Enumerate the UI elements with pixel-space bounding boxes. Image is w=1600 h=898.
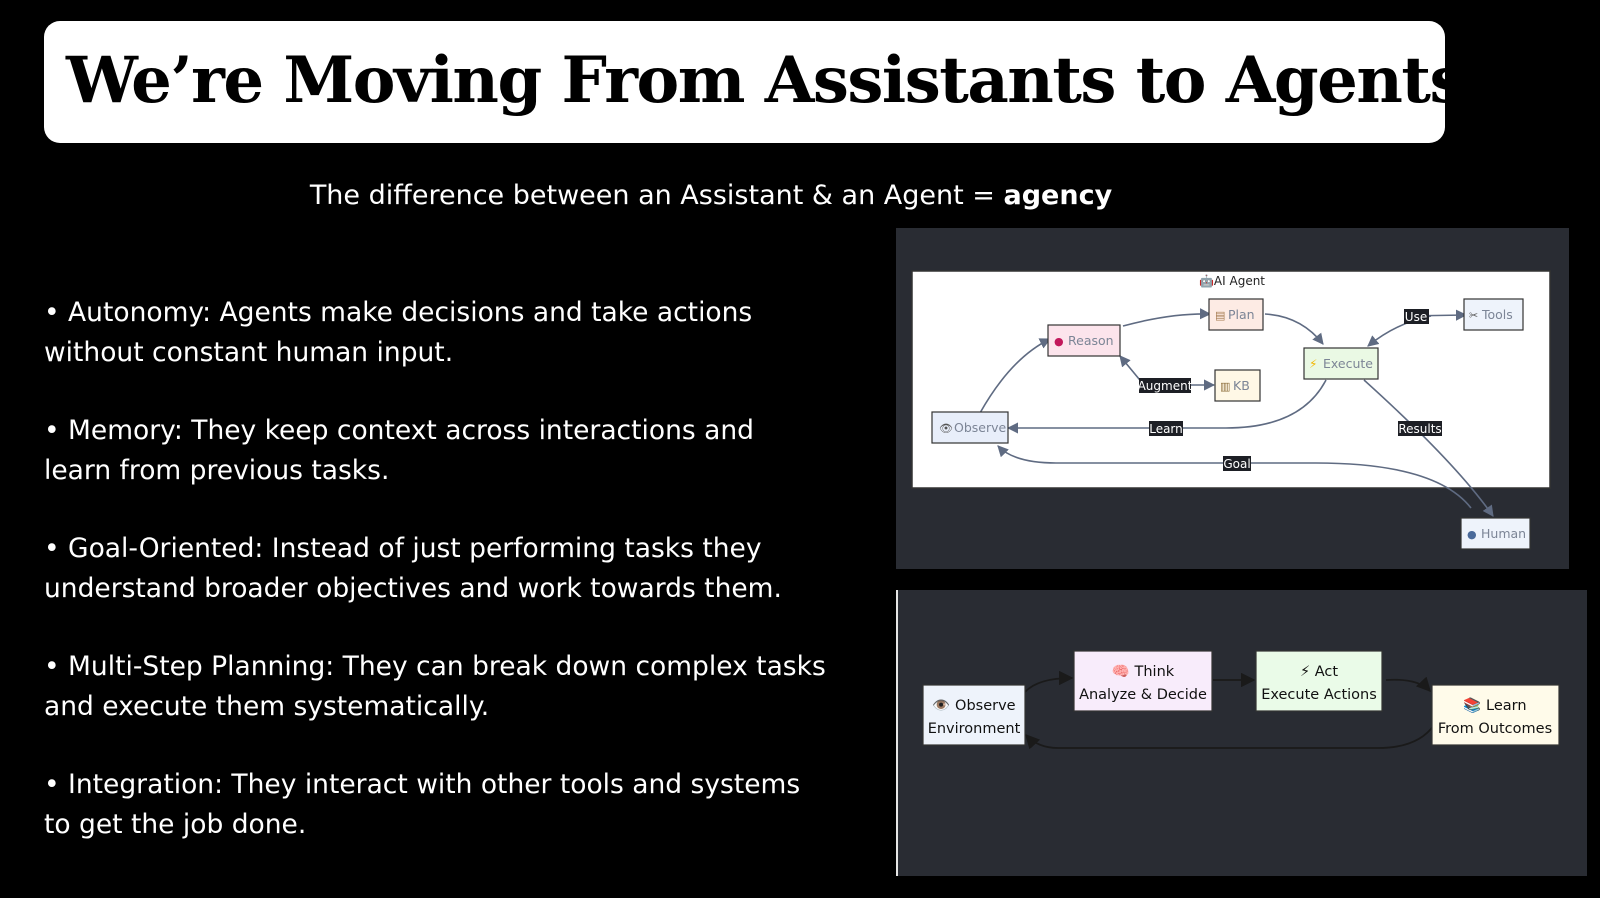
edge-observe-think <box>1025 678 1072 692</box>
person-icon: ● <box>1467 528 1477 541</box>
node-kb <box>1215 370 1260 401</box>
node-tools-label: Tools <box>1482 307 1513 322</box>
lightning-icon: ⚡ <box>1309 357 1318 371</box>
edge-label-augment: Augment <box>1137 379 1193 393</box>
node-plan-label: Plan <box>1228 307 1255 322</box>
loop-node-observe-title: 👁️ Observe <box>932 698 1016 714</box>
node-observe-label: Observe <box>954 420 1007 435</box>
agent-architecture-panel <box>896 228 1569 569</box>
agent-loop-diagram <box>898 590 1587 876</box>
node-human <box>1461 518 1530 549</box>
bullet-list <box>44 293 874 883</box>
node-reason-label: Reason <box>1068 333 1114 348</box>
loop-node-learn-title: 📚 Learn <box>1463 698 1527 714</box>
title-banner <box>44 21 1464 143</box>
loop-node-learn-subtitle: From Outcomes <box>1437 721 1553 737</box>
books-icon: ▥ <box>1220 380 1231 393</box>
loop-node-observe-subtitle: Environment <box>927 721 1021 737</box>
loop-node-act-subtitle: Execute Actions <box>1261 687 1377 703</box>
node-kb-label: KB <box>1233 378 1250 393</box>
loop-node-think-title: 🧠 Think <box>1111 664 1175 680</box>
tools-icon: ✂ <box>1469 309 1479 322</box>
subtitle <box>0 176 1422 216</box>
node-human-label: Human <box>1481 526 1527 541</box>
agent-loop-panel <box>896 590 1587 876</box>
loop-node-think-subtitle: Analyze & Decide <box>1079 687 1207 703</box>
edge-label-goal: Goal <box>1223 457 1251 471</box>
notepad-icon: ▤ <box>1215 309 1226 322</box>
subtitle-emphasis: agency <box>1003 180 1113 211</box>
loop-node-observe <box>923 685 1025 745</box>
eye-icon: 👁 <box>939 422 953 435</box>
node-execute-label: Execute <box>1323 356 1373 371</box>
slide-title: We’re Moving From Assistants to Agents <box>66 43 1464 118</box>
edge-act-learn <box>1386 680 1430 691</box>
node-tools <box>1464 299 1523 330</box>
node-observe <box>932 412 1008 443</box>
bullet-multi-step-planning: • Multi-Step Planning: They can break down complex tasks and execute them systematically. <box>44 651 826 722</box>
loop-node-learn <box>1432 685 1559 745</box>
node-reason <box>1048 325 1120 356</box>
node-plan <box>1209 299 1263 330</box>
ai-agent-group-label: 🤖AI Agent <box>1198 274 1266 288</box>
bullet-autonomy: • Autonomy: Agents make decisions and take actions without constant human input. <box>44 297 753 368</box>
edge-learn-observe <box>1026 725 1434 748</box>
agent-architecture-diagram <box>896 228 1569 569</box>
bullet-integration: • Integration: They interact with other tools and systems to get the job done. <box>44 769 801 840</box>
bullet-goal-oriented: • Goal-Oriented: Instead of just performing tasks they understand broader objectives and work towards them. <box>44 533 782 604</box>
subtitle-text: The difference between an Assistant & an Agent = <box>309 180 1004 211</box>
loop-node-act-title: ⚡ Act <box>1299 664 1339 680</box>
edge-label-learn: Learn <box>1149 422 1183 436</box>
loop-node-think <box>1074 651 1212 711</box>
edge-label-results: Results <box>1398 422 1442 436</box>
edge-label-use: Use <box>1404 310 1428 324</box>
loop-nodes <box>923 651 1559 745</box>
loop-node-act <box>1256 651 1382 711</box>
node-execute <box>1304 348 1378 379</box>
bullet-memory: • Memory: They keep context across interactions and learn from previous tasks. <box>44 415 754 486</box>
brain-icon: ● <box>1054 335 1064 348</box>
